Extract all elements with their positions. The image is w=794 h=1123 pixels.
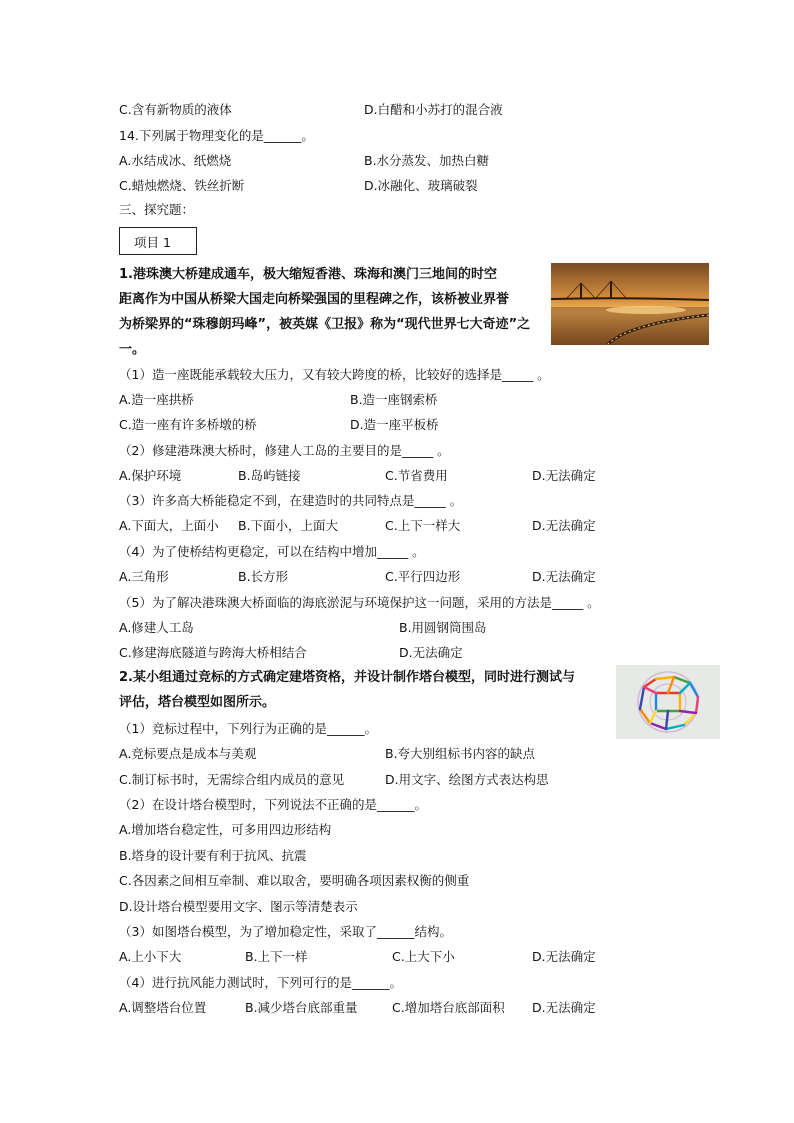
p1-q5-option-a: A.修建人工岛 bbox=[119, 620, 194, 635]
p1-intro-line-3: 为桥梁界的“珠穆朗玛峰”，被英媒《卫报》称为“现代世界七大奇迹”之 bbox=[119, 317, 531, 332]
p1-q5-option-c: C.修建海底隧道与跨海大桥相结合 bbox=[119, 645, 307, 660]
p2-q2-option-b: B.塔身的设计要有利于抗风、抗震 bbox=[119, 848, 307, 863]
p1-q3-option-b: B.下面小，上面大 bbox=[238, 518, 339, 533]
p1-q4-option-c: C.平行四边形 bbox=[385, 569, 461, 584]
p1-q1-option-a: A.造一座拱桥 bbox=[119, 392, 194, 407]
option-c: C.含有新物质的液体 bbox=[119, 102, 232, 117]
project-label: 项目 1 bbox=[134, 235, 171, 250]
bridge-photo bbox=[551, 263, 709, 345]
p2-q1-option-b: B.夸大别组标书内容的缺点 bbox=[385, 746, 536, 761]
p1-q1-option-b: B.造一座钢索桥 bbox=[350, 392, 438, 407]
p2-q2-option-a: A.增加塔台稳定性，可多用四边形结构 bbox=[119, 822, 332, 837]
p2-q3-stem: （3）如图塔台模型，为了增加稳定性，采取了______结构。 bbox=[119, 924, 452, 939]
p1-q2-option-c: C.节省费用 bbox=[385, 468, 448, 483]
p2-q2-option-d: D.设计塔台模型要用文字、图示等清楚表示 bbox=[119, 899, 358, 914]
q14-option-c: C.蜡烛燃烧、铁丝折断 bbox=[119, 178, 245, 193]
p2-q3-option-a: A.上小下大 bbox=[119, 949, 182, 964]
option-d: D.白醋和小苏打的混合液 bbox=[364, 102, 503, 117]
p1-q1-stem: （1）造一座既能承载较大压力，又有较大跨度的桥，比较好的选择是_____ 。 bbox=[119, 367, 550, 382]
p2-q2-option-c: C.各因素之间相互牵制、难以取舍，要明确各项因素权衡的侧重 bbox=[119, 873, 470, 888]
p1-q5-option-d: D.无法确定 bbox=[399, 645, 463, 660]
p1-q2-option-d: D.无法确定 bbox=[532, 468, 596, 483]
p2-q4-option-d: D.无法确定 bbox=[532, 1000, 596, 1015]
p2-q3-option-d: D.无法确定 bbox=[532, 949, 596, 964]
q14-option-b: B.水分蒸发、加热白糖 bbox=[364, 153, 490, 168]
p2-q4-option-a: A.调整塔台位置 bbox=[119, 1000, 207, 1015]
section-title: 三、探究题： bbox=[119, 202, 195, 217]
p1-q2-option-a: A.保护环境 bbox=[119, 468, 182, 483]
p2-q4-stem: （4）进行抗风能力测试时，下列可行的是______。 bbox=[119, 975, 402, 990]
p1-intro-line-1: 1.港珠澳大桥建成通车，极大缩短香港、珠海和澳门三地间的时空 bbox=[119, 267, 497, 282]
p2-q2-stem: （2）在设计塔台模型时，下列说法不正确的是______。 bbox=[119, 797, 427, 812]
p2-q4-option-c: C.增加塔台底部面积 bbox=[392, 1000, 505, 1015]
tower-model-photo bbox=[616, 665, 720, 739]
p1-intro-line-2: 距离作为中国从桥梁大国走向桥梁强国的里程碑之作，该桥被业界誉 bbox=[119, 292, 510, 307]
p1-q2-option-b: B.岛屿链接 bbox=[238, 468, 301, 483]
p1-q4-option-b: B.长方形 bbox=[238, 569, 289, 584]
p1-q5-stem: （5）为了解决港珠澳大桥面临的海底淤泥与环境保护这一问题，采用的方法是_____ 。 bbox=[119, 595, 600, 610]
p2-q1-option-a: A.竞标要点是成本与美观 bbox=[119, 746, 257, 761]
p1-q3-option-d: D.无法确定 bbox=[532, 518, 596, 533]
p2-q1-option-c: C.制订标书时，无需综合组内成员的意见 bbox=[119, 772, 345, 787]
p1-q4-option-a: A.三角形 bbox=[119, 569, 169, 584]
p1-q5-option-b: B.用圆钢筒围岛 bbox=[399, 620, 487, 635]
p1-q2-stem: （2）修建港珠澳大桥时，修建人工岛的主要目的是_____ 。 bbox=[119, 443, 450, 458]
p2-q4-option-b: B.减少塔台底部重量 bbox=[245, 1000, 358, 1015]
p1-q1-option-d: D.造一座平板桥 bbox=[350, 417, 439, 432]
p1-q1-option-c: C.造一座有许多桥墩的桥 bbox=[119, 417, 257, 432]
q14-stem: 14.下列属于物理变化的是______。 bbox=[119, 128, 314, 143]
p2-q1-stem: （1）竞标过程中，下列行为正确的是______。 bbox=[119, 721, 377, 736]
p1-q3-option-a: A.下面大，上面小 bbox=[119, 518, 219, 533]
p2-intro-line-1: 2.某小组通过竞标的方式确定建塔资格，并设计制作塔台模型，同时进行测试与 bbox=[119, 670, 575, 685]
p2-q3-option-c: C.上大下小 bbox=[392, 949, 455, 964]
q14-option-d: D.冰融化、玻璃破裂 bbox=[364, 178, 478, 193]
p1-q3-stem: （3）许多高大桥能稳定不到，在建造时的共同特点是_____ 。 bbox=[119, 493, 463, 508]
p1-q4-stem: （4）为了使桥结构更稳定，可以在结构中增加_____ 。 bbox=[119, 544, 425, 559]
p1-intro-line-4: 一。 bbox=[119, 342, 146, 357]
p1-q3-option-c: C.上下一样大 bbox=[385, 518, 461, 533]
p1-q4-option-d: D.无法确定 bbox=[532, 569, 596, 584]
q14-option-a: A.水结成冰、纸燃烧 bbox=[119, 153, 232, 168]
p2-intro-line-2: 评估，塔台模型如图所示。 bbox=[119, 695, 276, 710]
project-label-box bbox=[119, 227, 197, 255]
p2-q1-option-d: D.用文字、绘图方式表达构思 bbox=[385, 772, 549, 787]
p2-q3-option-b: B.上下一样 bbox=[245, 949, 308, 964]
